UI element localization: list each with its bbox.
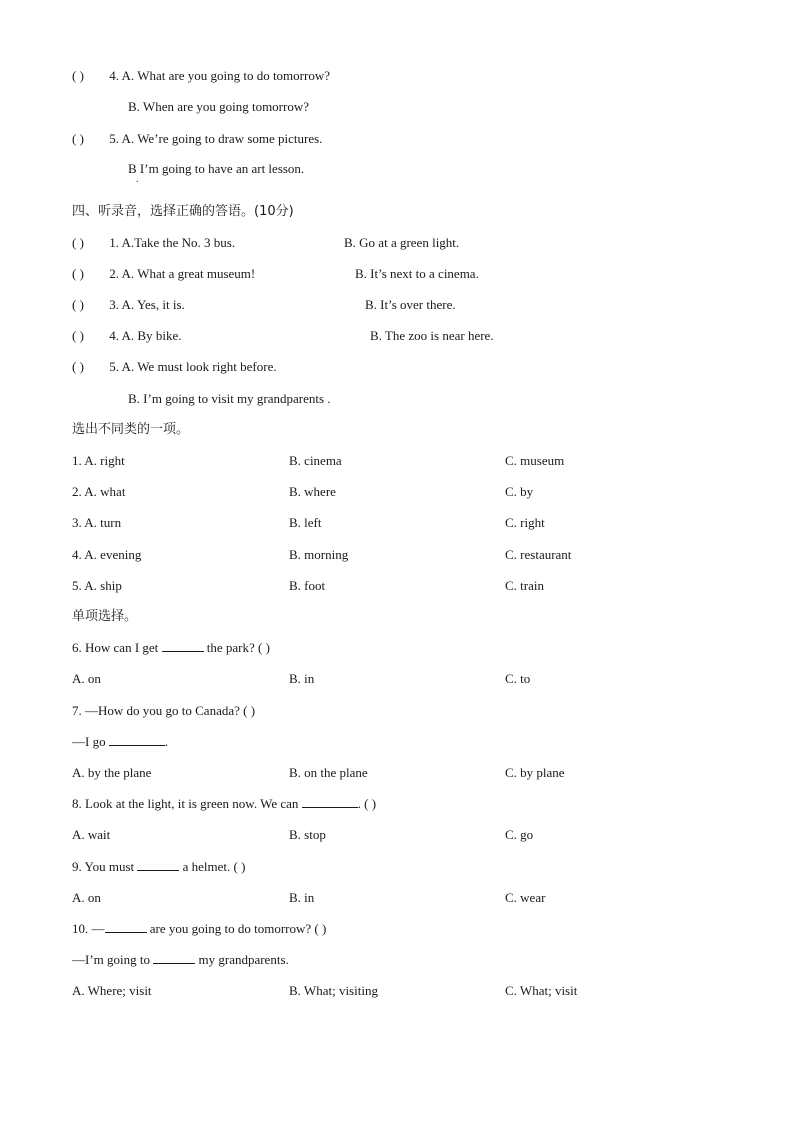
option-b: B. foot [289, 578, 326, 593]
option-b: B I’m going to have an art lesson. [128, 161, 305, 176]
answer-paren[interactable]: ( ) [72, 359, 84, 374]
question-stem: 8. Look at the light, it is green now. We can . ( ) [72, 796, 377, 811]
question-number: 5. [109, 131, 119, 146]
option-a: A. Yes, it is. [121, 297, 185, 312]
option-b: B. cinema [289, 453, 342, 468]
question-row [72, 328, 182, 344]
answer-paren[interactable]: ( ) [72, 297, 84, 312]
question-stem-reply: —I go . [72, 734, 169, 749]
option-b: B. stop [289, 827, 326, 842]
option-a: A. What are you going to do tomorrow? [121, 68, 330, 83]
question-stem-reply: —I’m going to my grandparents. [72, 952, 289, 967]
stray-dot: . [136, 174, 139, 185]
answer-paren[interactable]: ( ) [72, 328, 84, 343]
answer-blank[interactable] [302, 796, 358, 808]
option-b: B. where [289, 484, 336, 499]
question-stem: 7. —How do you go to Canada? ( ) [72, 703, 256, 718]
option-c: C. train [505, 578, 544, 593]
answer-paren[interactable]: ( ) [72, 235, 84, 250]
option-b: B. I’m going to visit my grandparents . [128, 391, 331, 406]
option-c: C. go [505, 827, 534, 842]
answer-paren[interactable]: ( ) [72, 131, 84, 146]
question-row [72, 359, 277, 375]
option-c: C. restaurant [505, 547, 572, 562]
option-b: B. It’s over there. [365, 297, 456, 312]
option-c: C. by plane [505, 765, 565, 780]
option-a: A. We must look right before. [121, 359, 277, 374]
option-c: C. to [505, 671, 531, 686]
option-b: B. What; visiting [289, 983, 378, 998]
option-a: A. We’re going to draw some pictures. [121, 131, 323, 146]
answer-paren[interactable]: ( ) [72, 266, 84, 281]
option-b: B. Go at a green light. [344, 235, 460, 250]
question-number: 4. [109, 68, 119, 83]
option-a: A.Take the No. 3 bus. [121, 235, 236, 250]
answer-paren[interactable]: ( ) [72, 68, 84, 83]
option-b: B. in [289, 671, 315, 686]
option-a: A. What a great museum! [121, 266, 256, 281]
option-a: 4. A. evening [72, 547, 142, 562]
option-a: A. on [72, 890, 101, 905]
option-c: C. museum [505, 453, 565, 468]
option-a: 3. A. turn [72, 515, 122, 530]
question-stem: 10. — are you going to do tomorrow? ( ) [72, 921, 327, 936]
option-b: B. The zoo is near here. [370, 328, 494, 343]
option-b: B. It’s next to a cinema. [355, 266, 479, 281]
option-b: B. When are you going tomorrow? [128, 99, 309, 114]
question-number: 4. [109, 328, 119, 343]
option-a: A. by the plane [72, 765, 152, 780]
question-number: 1. [109, 235, 119, 250]
answer-blank[interactable] [162, 640, 204, 652]
section-heading: 四、听录音，选择正确的答语。(10分) [72, 204, 294, 219]
option-c: C. right [505, 515, 545, 530]
section-heading: 单项选择。 [72, 609, 138, 624]
question-number: 2. [109, 266, 119, 281]
option-a: A. on [72, 671, 101, 686]
option-b: B. left [289, 515, 322, 530]
question-row [72, 235, 235, 251]
question-row [72, 68, 330, 84]
answer-blank[interactable] [137, 859, 179, 871]
answer-blank[interactable] [153, 952, 195, 964]
question-row [72, 297, 185, 313]
option-c: C. wear [505, 890, 546, 905]
option-b: B. on the plane [289, 765, 368, 780]
option-a: A. By bike. [121, 328, 182, 343]
answer-blank[interactable] [109, 734, 165, 746]
option-c: C. What; visit [505, 983, 578, 998]
section-heading: 选出不同类的一项。 [72, 422, 190, 437]
option-a: 5. A. ship [72, 578, 122, 593]
option-a: 1. A. right [72, 453, 125, 468]
answer-blank[interactable] [105, 921, 147, 933]
option-b: B. morning [289, 547, 349, 562]
question-number: 5. [109, 359, 119, 374]
question-stem: 9. You must a helmet. ( ) [72, 859, 246, 874]
option-b: B. in [289, 890, 315, 905]
question-number: 3. [109, 297, 119, 312]
question-row [72, 131, 322, 147]
option-c: C. by [505, 484, 534, 499]
question-stem: 6. How can I get the park? ( ) [72, 640, 270, 655]
option-a: A. Where; visit [72, 983, 152, 998]
option-a: 2. A. what [72, 484, 126, 499]
question-row [72, 266, 255, 282]
option-a: A. wait [72, 827, 111, 842]
